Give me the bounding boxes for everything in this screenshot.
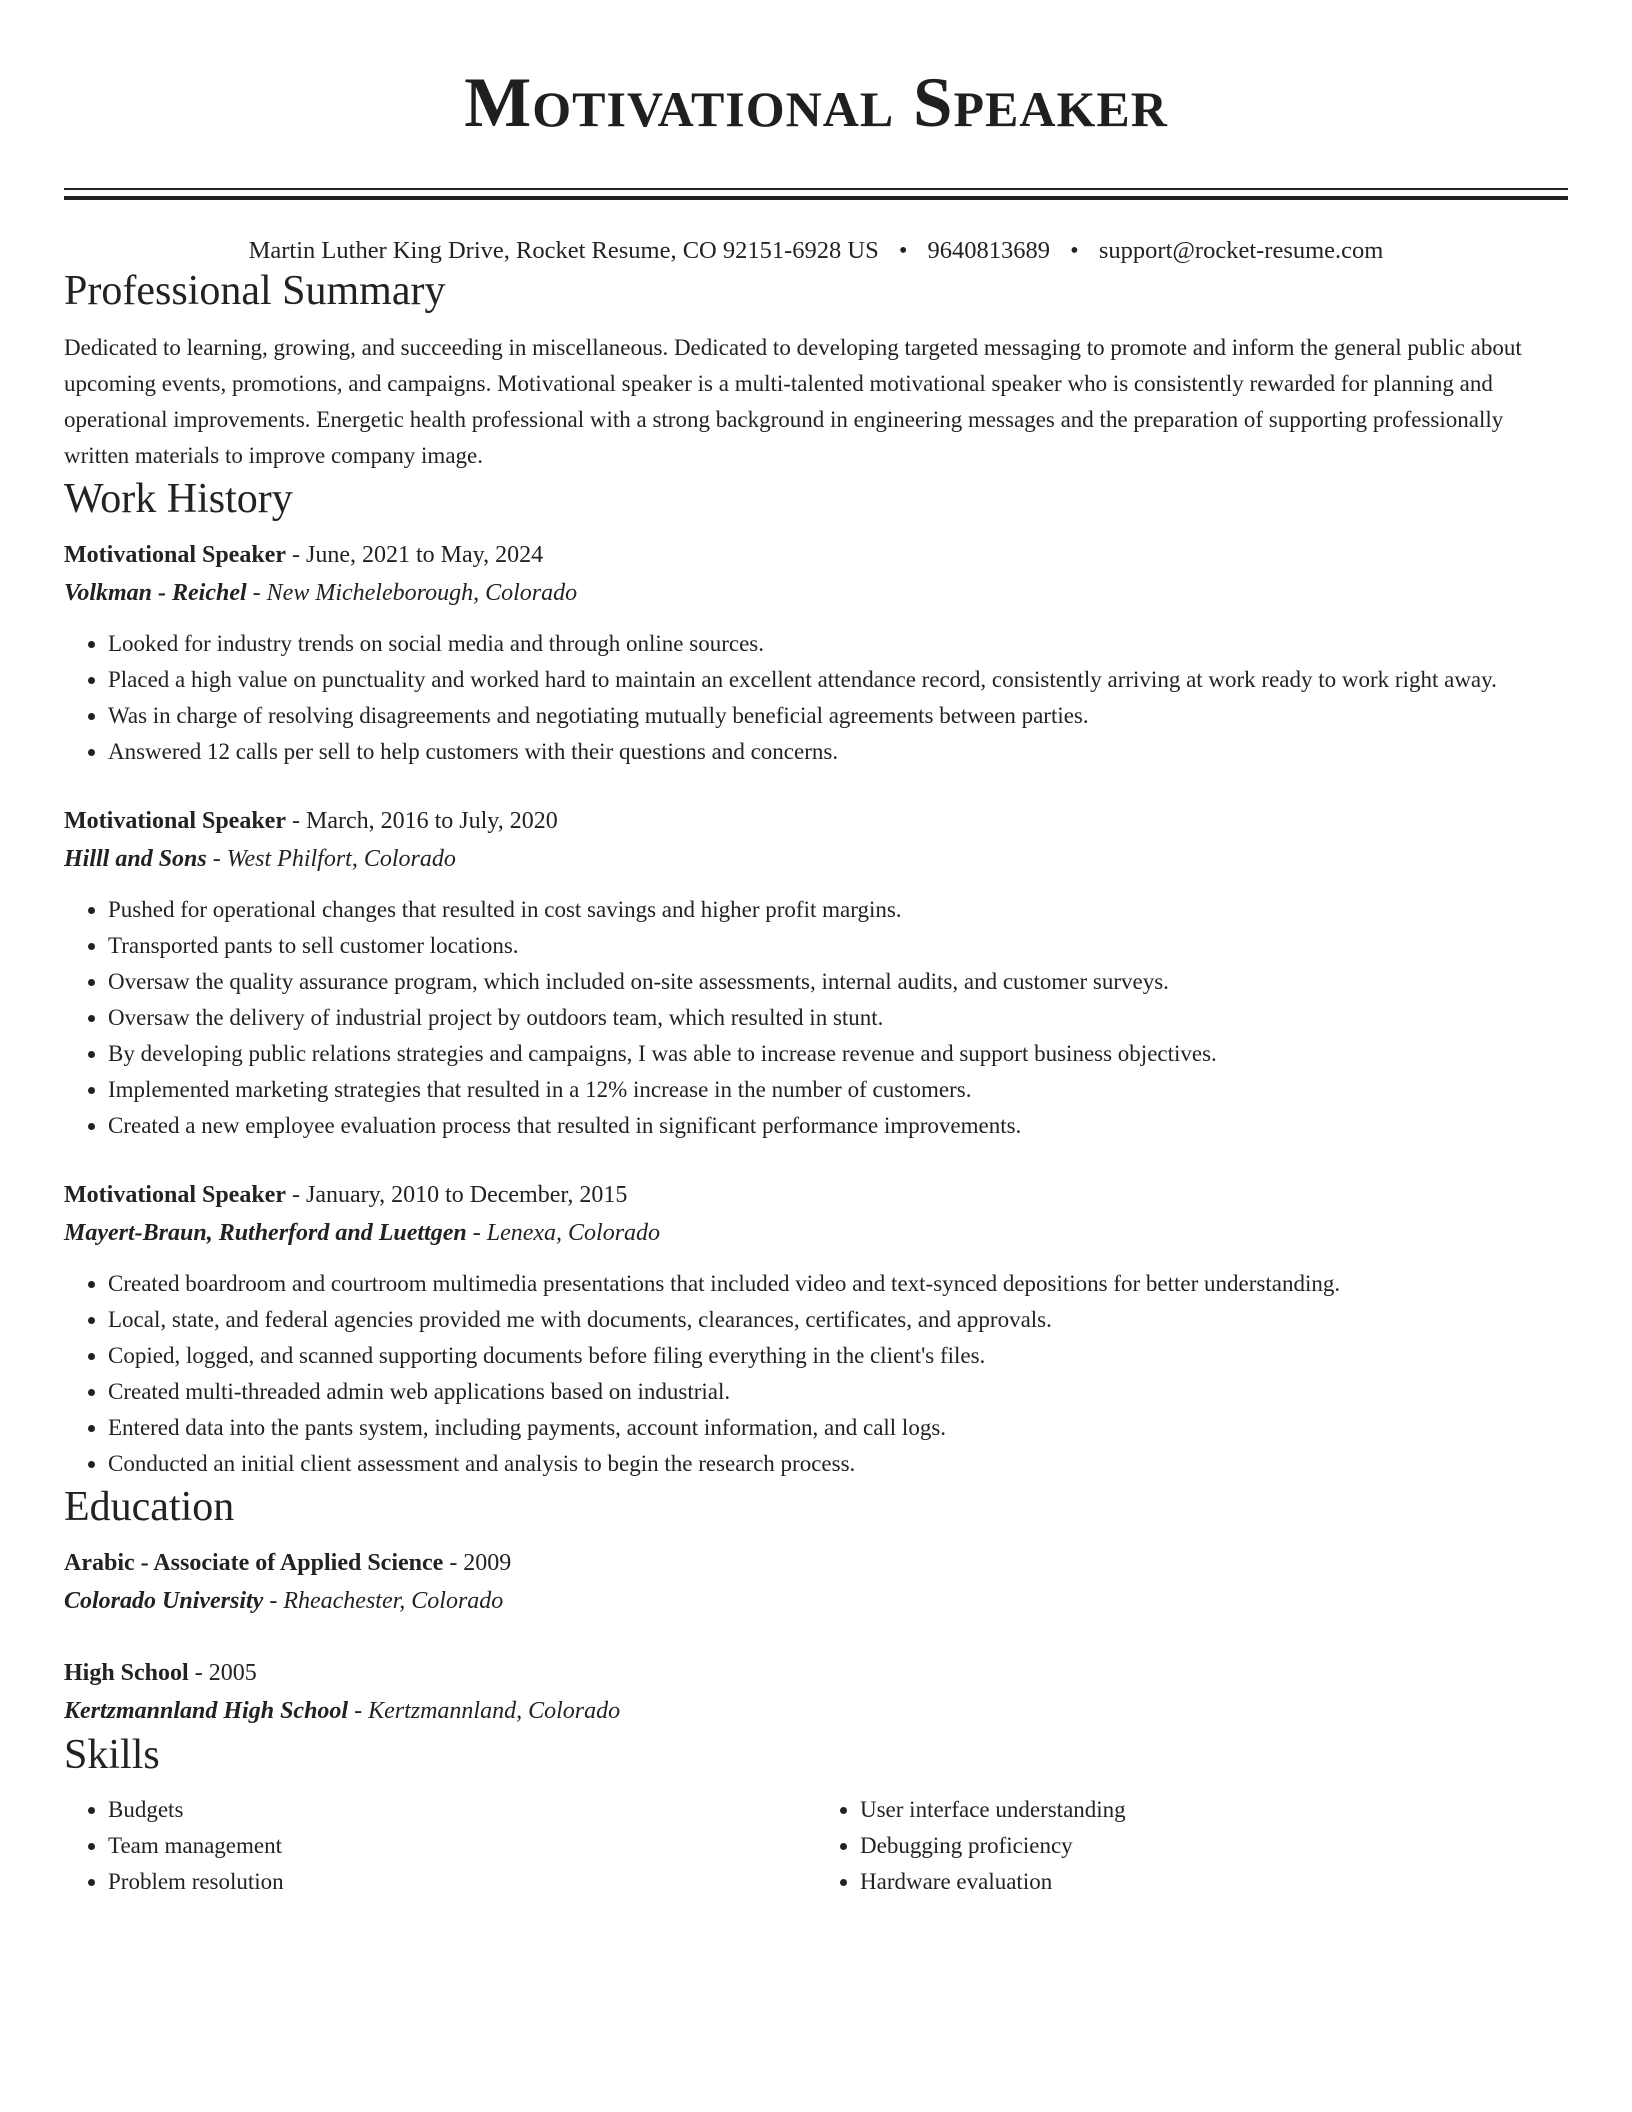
education-entry xyxy=(64,1654,1568,1730)
job-title-line xyxy=(64,802,1568,840)
skill-item: • Problem resolution xyxy=(108,1864,816,1900)
divider-thick-line xyxy=(64,196,1568,200)
job-bullet: • Transported pants to sell customer locations. xyxy=(108,928,1568,964)
header-divider xyxy=(64,188,1568,200)
education-school: Kertzmannland High School xyxy=(64,1698,349,1724)
job-company: Hilll and Sons xyxy=(64,846,207,872)
job-bullet: • Copied, logged, and scanned supporting documents before filing everything in the client's files. xyxy=(108,1338,1568,1374)
section-heading-education: Education xyxy=(64,1484,235,1530)
job-bullet: • Placed a high value on punctuality and worked hard to maintain an excellent attendance record, consistently arriving at work ready to work right away. xyxy=(108,662,1568,698)
job-entry xyxy=(64,536,1568,770)
job-bullet: • Answered 12 calls per sell to help customers with their questions and concerns. xyxy=(108,734,1568,770)
job-bullets xyxy=(64,1266,1568,1482)
job-title: Motivational Speaker xyxy=(64,542,286,568)
job-title-line xyxy=(64,1176,1568,1214)
job-company-line xyxy=(64,1214,1568,1252)
job-bullets xyxy=(64,892,1568,1144)
divider-thin-line xyxy=(64,188,1568,190)
job-company: Mayert-Braun, Rutherford and Luettgen xyxy=(64,1220,467,1246)
skills-grid xyxy=(64,1792,1568,1900)
education-school-line xyxy=(64,1692,1568,1730)
job-location: - New Micheleborough, Colorado xyxy=(246,580,578,606)
summary-text: Dedicated to learning, growing, and succeeding in miscellaneous. Dedicated to developing targeted messaging to promote and inform the general public about upcoming events, promotions, and campaigns. Motivational speaker is a multi-talented motivational speaker who is consistently rewarded for planning and operational improvements. Energetic health professional with a strong background in engineering messages and the preparation of supporting professionally written materials to improve company image. xyxy=(64,335,1522,468)
skill-item: • Team management xyxy=(108,1828,816,1864)
contact-phone: 9640813689 xyxy=(927,237,1051,264)
education-degree: Arabic - Associate of Applied Science xyxy=(64,1550,444,1576)
job-bullet: • Oversaw the quality assurance program, which included on-site assessments, internal audits, and customer surveys. xyxy=(108,964,1568,1000)
job-title: Motivational Speaker xyxy=(64,1182,286,1208)
skills-column-left xyxy=(64,1792,816,1900)
job-company: Volkman - Reichel xyxy=(64,580,247,606)
contact-email: support@rocket-resume.com xyxy=(1098,237,1384,264)
job-location: - Lenexa, Colorado xyxy=(466,1220,661,1246)
job-entry xyxy=(64,1176,1568,1482)
skill-item: • Budgets xyxy=(108,1792,816,1828)
education-year: - 2005 xyxy=(188,1660,257,1686)
contact-separator: • xyxy=(1070,237,1079,264)
job-bullet: • Was in charge of resolving disagreements and negotiating mutually beneficial agreements between parties. xyxy=(108,698,1568,734)
job-bullet: • Local, state, and federal agencies provided me with documents, clearances, certificates, and approvals. xyxy=(108,1302,1568,1338)
education-year: - 2009 xyxy=(443,1550,512,1576)
job-dates: - March, 2016 to July, 2020 xyxy=(286,808,558,834)
job-bullets xyxy=(64,626,1568,770)
education-entry xyxy=(64,1544,1568,1620)
job-title: Motivational Speaker xyxy=(64,808,286,834)
education-school: Colorado University xyxy=(64,1588,264,1614)
education-degree-line xyxy=(64,1654,1568,1692)
job-company-line xyxy=(64,840,1568,878)
education-degree-line xyxy=(64,1544,1568,1582)
contact-separator: • xyxy=(898,237,908,264)
job-bullet: • Created boardroom and courtroom multimedia presentations that included video and text-synced depositions for better understanding. xyxy=(108,1266,1568,1302)
education-degree: High School xyxy=(64,1660,189,1686)
contact-address: Martin Luther King Drive, Rocket Resume, CO 92151-6928 US xyxy=(248,237,879,264)
contact-line xyxy=(64,236,1568,266)
job-company-line xyxy=(64,574,1568,612)
skills-column-right xyxy=(816,1792,1568,1900)
job-bullet: • By developing public relations strategies and campaigns, I was able to increase revenue and support business objectives. xyxy=(108,1036,1568,1072)
job-dates: - January, 2010 to December, 2015 xyxy=(286,1182,628,1208)
section-heading-work: Work History xyxy=(64,476,293,522)
education-location: - Kertzmannland, Colorado xyxy=(348,1698,621,1724)
job-bullet: • Created a new employee evaluation process that resulted in significant performance improvements. xyxy=(108,1108,1568,1144)
job-bullet: • Implemented marketing strategies that resulted in a 12% increase in the number of customers. xyxy=(108,1072,1568,1108)
job-title-line xyxy=(64,536,1568,574)
job-bullet: • Created multi-threaded admin web applications based on industrial. xyxy=(108,1374,1568,1410)
skill-item: • Hardware evaluation xyxy=(860,1864,1568,1900)
skill-item: • Debugging proficiency xyxy=(860,1828,1568,1864)
resume-name: Motivational Speaker xyxy=(464,64,1168,142)
job-location: - West Philfort, Colorado xyxy=(206,846,456,872)
job-entry xyxy=(64,802,1568,1144)
job-bullet: • Looked for industry trends on social media and through online sources. xyxy=(108,626,1568,662)
job-bullet: • Entered data into the pants system, including payments, account information, and call logs. xyxy=(108,1410,1568,1446)
education-location: - Rheachester, Colorado xyxy=(263,1588,504,1614)
section-heading-skills: Skills xyxy=(64,1732,160,1778)
skill-item: • User interface understanding xyxy=(860,1792,1568,1828)
job-bullet: • Oversaw the delivery of industrial project by outdoors team, which resulted in stunt. xyxy=(108,1000,1568,1036)
education-school-line xyxy=(64,1582,1568,1620)
section-heading-summary: Professional Summary xyxy=(64,268,446,314)
job-dates: - June, 2021 to May, 2024 xyxy=(286,542,544,568)
job-bullet: • Pushed for operational changes that resulted in cost savings and higher profit margins. xyxy=(108,892,1568,928)
job-bullet: • Conducted an initial client assessment and analysis to begin the research process. xyxy=(108,1446,1568,1482)
